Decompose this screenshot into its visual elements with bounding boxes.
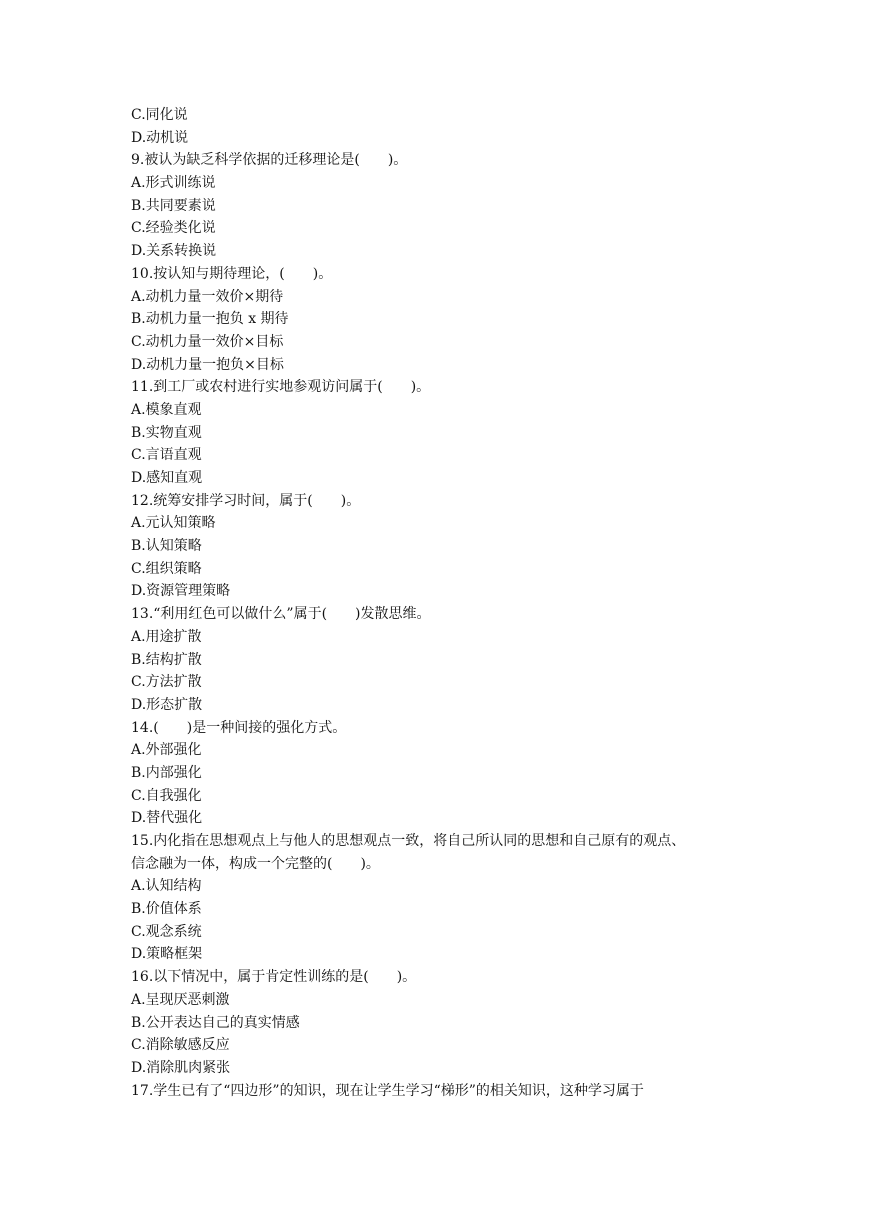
option-d-q15: D.策略框架 — [131, 946, 203, 963]
option-b-q10: B.动机力量一抱负 x 期待 — [131, 311, 289, 328]
option-d-q13: D.形态扩散 — [131, 696, 203, 713]
document-text — [131, 104, 751, 1102]
option-c-q8: C.同化说 — [131, 107, 188, 123]
option-a-q10: A.动机力量一效价×期待 — [131, 288, 284, 305]
option-a-q12: A.元认知策略 — [131, 515, 216, 532]
option-b-q12: B.认知策略 — [131, 538, 202, 555]
question-11: 11.到工厂或农村进行实地参观访问属于( )。 — [131, 379, 431, 396]
option-d-q12: D.资源管理策略 — [131, 583, 231, 600]
question-13: 13.“利用红色可以做什么”属于( )发散思维。 — [131, 606, 431, 623]
option-d-q14: D.替代强化 — [131, 810, 203, 827]
option-c-q9: C.经验类化说 — [131, 220, 216, 237]
option-b-q16: B.公开表达自己的真实情感 — [131, 1014, 300, 1031]
option-d-q16: D.消除肌肉紧张 — [131, 1059, 231, 1076]
option-b-q9: B.共同要素说 — [131, 197, 216, 214]
option-c-q12: C.组织策略 — [131, 560, 202, 577]
option-c-q16: C.消除敏感反应 — [131, 1037, 230, 1054]
option-c-q10: C.动机力量一效价×目标 — [131, 333, 284, 350]
option-d-q9: D.关系转换说 — [131, 243, 217, 260]
option-c-q14: C.自我强化 — [131, 787, 202, 804]
option-a-q13: A.用途扩散 — [131, 628, 202, 645]
option-d-q11: D.感知直观 — [131, 470, 203, 486]
option-c-q13: C.方法扩散 — [131, 674, 202, 691]
option-a-q9: A.形式训练说 — [131, 175, 216, 192]
option-c-q15: C.观念系统 — [131, 923, 202, 940]
option-b-q13: B.结构扩散 — [131, 651, 202, 668]
option-d-q10: D.动机力量一抱负×目标 — [131, 356, 284, 373]
option-a-q11: A.模象直观 — [131, 401, 202, 418]
option-a-q15: A.认知结构 — [131, 878, 202, 895]
question-12: 12.统筹安排学习时间，属于( )。 — [131, 492, 361, 509]
question-15-line-2: 信念融为一体，构成一个完整的( )。 — [131, 855, 380, 872]
option-a-q14: A.外部强化 — [131, 742, 202, 759]
option-a-q16: A.呈现厌恶刺激 — [131, 991, 230, 1008]
question-15-line-1: 15.内化指在思想观点上与他人的思想观点一致，将自己所认同的思想和自己原有的观点、 — [131, 833, 686, 849]
option-b-q15: B.价值体系 — [131, 901, 202, 918]
option-b-q11: B.实物直观 — [131, 424, 202, 441]
question-17: 17.学生已有了“四边形”的知识，现在让学生学习“梯形”的相关知识，这种学习属于 — [131, 1082, 644, 1099]
question-10: 10.按认知与期待理论，( )。 — [131, 265, 333, 282]
option-c-q11: C.言语直观 — [131, 447, 202, 464]
question-16: 16.以下情况中，属于肯定性训练的是( )。 — [131, 969, 417, 986]
option-d-q8: D.动机说 — [131, 129, 189, 146]
option-b-q14: B.内部强化 — [131, 764, 202, 781]
question-14: 14.( )是一种间接的强化方式。 — [131, 719, 347, 736]
question-9: 9.被认为缺乏科学依据的迁移理论是( )。 — [131, 152, 408, 169]
